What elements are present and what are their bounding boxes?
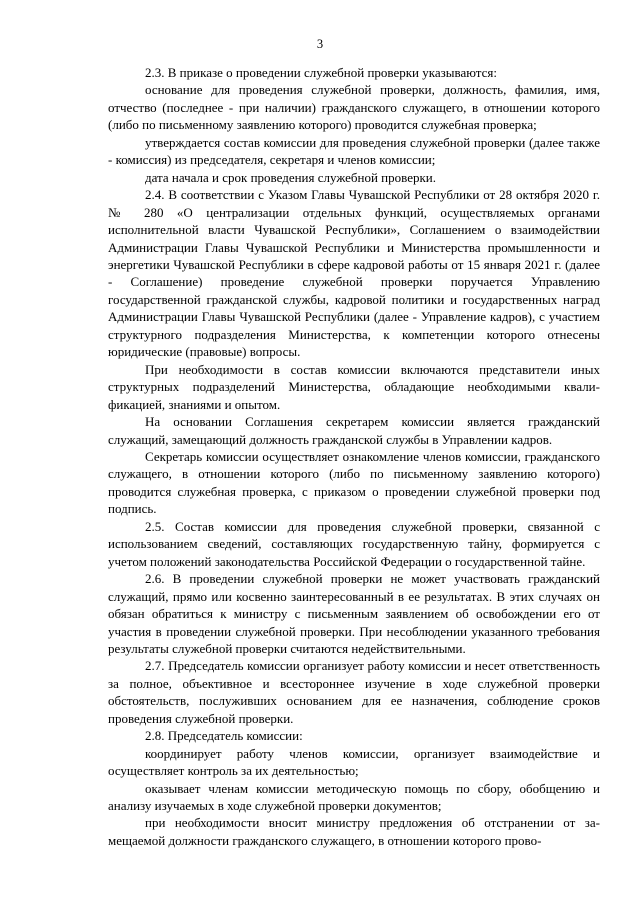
paragraph-commission-composition: утверждается состав комиссии для проведения служебной проверки (далее также - комиссия) из председателя, секретаря и членов комиссии; xyxy=(108,134,600,168)
paragraph-2-8: 2.8. Председатель комиссии: xyxy=(145,728,303,744)
paragraph-coordinates: координирует работу членов комиссии, организует взаимодействие и осуществляет контроль за их деятельностью; xyxy=(108,745,600,779)
paragraph-secretary-basis: На основании Соглашения секретарем комиссии является гражданский служащий, замещающий должность гражданской службы в Управлении кадров. xyxy=(108,414,600,447)
document-body xyxy=(108,64,600,849)
paragraph-methodical-help: оказывает членам комиссии методическую помощь по сбору, обобщению и анализу изучаемых в ходе служебной проверки документов; xyxy=(108,780,600,814)
paragraph-2-4: 2.4. В соответствии с Указом Главы Чувашской Республики от 28 октября 2020 г. № 280 «О централизации отдельных функций, осуществляемых органами исполнительной власти Чувашской Республики», Соглашением о взаимодействии Администрации Главы Чувашской Республики и Министерства промышленности и энергетики Чувашской Республики в сфере кадровой работы от 15 января 2021 г. (далее - Соглашение) проведение служебной проверки поручается Управлению государственной гражданской службы, кадровой политики и государственных наград Администрации Главы Чувашской Республики (далее - Управление кадров), с участием структурного подразделения Министерства, к компетенции которого отнесены юридические (правовые) вопросы. xyxy=(108,187,600,360)
paragraph-2-7: 2.7. Председатель комиссии организует работу комиссии и несет ответственность за полное, объективное и всестороннее изучение в ходе служебной проверки обстоятельств, послуживших основанием для ее назначения, соблюдение сроков проведения служебной проверки. xyxy=(108,658,600,726)
paragraph-2-6: 2.6. В проведении служебной проверки не может участвовать гражданский служащий, прямо или косвенно заинтересованный в ее результатах. В этих случаях он обязан обратиться к министру с письменным заявлением об освобождении его от участия в проведении служебной проверки. При несоблюдении указанного требования результаты служебной проверки считаются недействительными. xyxy=(108,571,600,656)
page-number: 3 xyxy=(316,37,324,51)
paragraph-secretary-duties: Секретарь комиссии осуществляет ознакомление членов комиссии, гражданского служащего, в отношении которого (либо по письменному заявлению которого) проводится служебная проверка, с приказом о проведении служебной проверки под подпись. xyxy=(108,448,600,517)
paragraph-2-3: 2.3. В приказе о проведении служебной проверки указываются: xyxy=(145,65,497,80)
paragraph-2-5: 2.5. Состав комиссии для проведения служебной проверки, связанной с использованием сведений, составляющих государственную тайну, формируется с учетом положений законодательства Российской Федерации о государственной тайне. xyxy=(108,518,600,569)
paragraph-basis: основание для проведения служебной проверки, должность, фамилия, имя, отчество (последнее - при наличии) гражданского служащего, в отношении которого (либо по письменному заявлению которого) проводится служебная проверка; xyxy=(108,82,600,133)
paragraph-suspension-proposal: при необходимости вносит министру предложения об отстранении от замещаемой должности гражданского служащего, в отношении которого прово- xyxy=(108,815,600,848)
paragraph-start-date: дата начала и срок проведения служебной проверки. xyxy=(145,169,436,185)
paragraph-representatives: При необходимости в состав комиссии включаются представители иных структурных подразделений Министерства, обладающие необходимыми квалификацией, знаниями и опытом. xyxy=(108,361,600,412)
